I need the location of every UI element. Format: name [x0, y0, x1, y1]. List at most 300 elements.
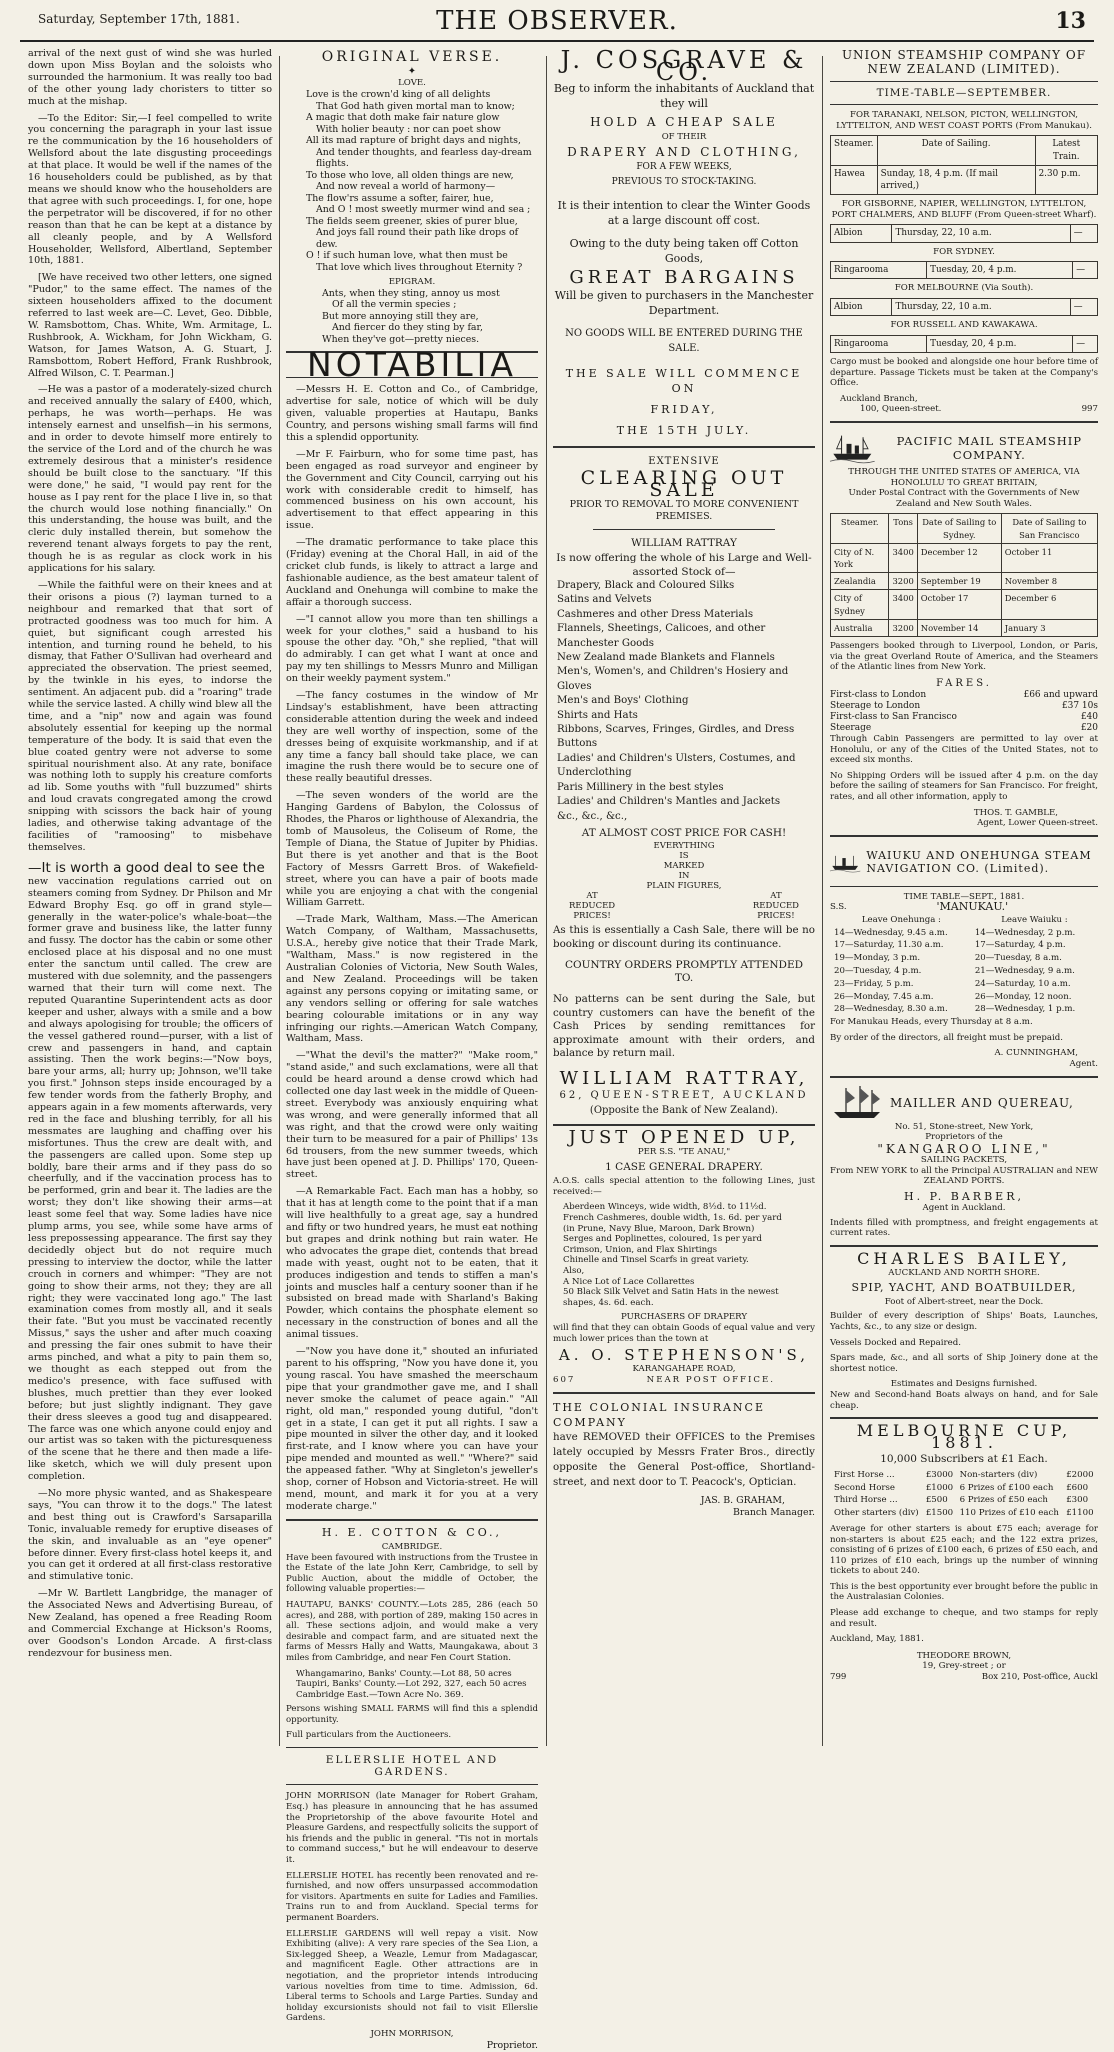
column-2 — [286, 48, 538, 2051]
poem-line: All its mad rapture of bright days and nights, — [306, 135, 521, 146]
verse-section-title: ORIGINAL VERSE. — [321, 49, 503, 65]
melbourne-cup-footer — [830, 1672, 1098, 1683]
colonial-insurance-text: have REMOVED their OFFICES to the Premises lately occupied by Messrs Frater Bros., directly opposite the General Post-office, Shortland-street, and next door to T. Peacock's, Optician. — [553, 1430, 815, 1488]
clearing-text: EVERYTHING — [653, 840, 715, 851]
pacific-note: No Shipping Orders will be issued after 4 p.m. on the day before the sailing of steamers for San Francisco. For freight, rates, and all other information, apply to — [830, 770, 1098, 802]
waiuku-timetable: TIME TABLE—SEPT., 1881. — [903, 891, 1025, 902]
fare-class: First-class to London — [830, 689, 927, 700]
stock-item: Paris Millinery in the best styles — [557, 781, 724, 793]
table-cell: £500 — [925, 1495, 948, 1506]
lot-list — [286, 1669, 538, 1701]
ellerslie-role: Proprietor. — [486, 2039, 538, 2051]
waiuku-note: For Manukau Heads, every Thursday at 8 a.m. — [830, 1017, 1033, 1028]
stephenson-road: KARANGAHAPE ROAD, — [632, 1364, 736, 1375]
clearing-text: Is now offering the whole of his Large and Well-assorted Stock of— — [556, 552, 812, 579]
table-cell: November 14 — [917, 619, 1001, 636]
steamer-icon — [830, 843, 860, 881]
clearing-text: AT ALMOST COST PRICE FOR CASH! — [581, 826, 787, 839]
clearing-text: PRICES! — [757, 910, 795, 921]
union-schedule-table — [830, 261, 1098, 279]
lot-item: Cambridge East.—Town Acre No. 369. — [296, 1689, 464, 1700]
mailler-agent-role: Agent in Auckland. — [922, 1203, 1006, 1213]
stock-item: Satins and Velvets — [557, 594, 652, 606]
table-row — [832, 1483, 1096, 1494]
pacific-schedule-table — [830, 513, 1098, 637]
notabilia-item: —"What the devil's the matter?" "Make room," "stand aside," and such exclamations, were all that could be heard around a dense crowd which had collected one day last week in the middle of Queen-street. Everybody was anxiously enquiring what was wrong, and were generally informed that all was right, and that the crowd were only waiting their turn to be measured for a pair of Phillips' 13s 6d trousers, from the new summer tweeds, which have just been opened at J. D. Phillips' 170, Queen-street. — [286, 1050, 538, 1181]
poem-line: The fields seem greener, skies of purer blue, — [306, 215, 518, 227]
notabilia-item: —Messrs H. E. Cotton and Co., of Cambridge, advertise for sale, notice of which will be duly given, valuable properties at Hautapu, Banks Country, and persons wishing small farms will find this a splendid opportunity. — [286, 384, 538, 443]
ellerslie-title: ELLERSLIE HOTEL AND GARDENS. — [325, 1754, 499, 1779]
bailey-location: Foot of Albert-street, near the Dock. — [884, 1296, 1044, 1307]
stock-item: Shirts and Hats — [557, 709, 638, 721]
kangaroo-line: "KANGAROO LINE," — [877, 1141, 1051, 1156]
bailey-text: Vessels Docked and Repaired. — [830, 1337, 961, 1348]
table-cell: Ringarooma — [831, 335, 927, 352]
poem-line: Love is the crown'd king of all delights — [306, 89, 491, 100]
table-row — [832, 992, 1096, 1003]
table-cell: Thursday, 22, 10 a.m. — [892, 225, 1070, 242]
stephenson-near: NEAR POST OFFICE. — [646, 1374, 775, 1385]
table-cell: Other starters (div) — [834, 1508, 919, 1519]
table-cell: £1500 — [925, 1508, 954, 1519]
table-row — [831, 262, 1098, 279]
cotton-ad-text: Full particulars from the Auctioneers. — [286, 1730, 452, 1741]
table-row — [832, 1004, 1096, 1015]
column-rule — [546, 56, 547, 1746]
column-4 — [830, 48, 1098, 1750]
route-heading: FOR RUSSELL AND KAWAKAWA. — [890, 320, 1038, 331]
pacific-agent-address: Agent, Lower Queen-street. — [977, 818, 1098, 829]
cosgrave-text: THE 15TH JULY. — [616, 423, 752, 437]
mailler-address: No. 51, Stone-street, New York, — [894, 1121, 1034, 1132]
table-row — [831, 573, 1098, 590]
table-cell: £2000 — [1066, 1469, 1094, 1480]
poem-line: And now reveal a world of harmony— — [316, 181, 496, 192]
mailler-text: SAILING PACKETS, — [920, 1155, 1008, 1166]
hautapu-lots: HAUTAPU, BANKS' COUNTY.—Lots 285, 286 (each 50 acres), and 288, with portion of 289, making 150 acres in all. These sections adjoin, and would make a very desirable and compact farm, and are situated next the farms of Messrs Hally and Watts, Maungakawa, about 3 miles from Cambridge, and near Fen Court Station. — [286, 1599, 538, 1663]
union-schedule-table — [830, 335, 1098, 353]
poem-line: And O ! most sweetly murmer wind and sea ; — [316, 204, 531, 215]
table-cell: City of N. York — [831, 543, 889, 572]
cosgrave-text: FOR A FEW WEEKS, — [636, 162, 732, 173]
fare-row — [830, 712, 1098, 723]
bailey-text: Builder of every description of Ships' Boats, Launches, Yachts, &c., to any size or design. — [830, 1311, 1098, 1332]
drapery-item: A Nice Lot of Lace Collarettes — [563, 1276, 695, 1287]
mailler-text: Proprietors of the — [925, 1132, 1003, 1143]
cosgrave-text: It is their intention to clear the Winter Goods at a large discount off cost. — [557, 199, 811, 228]
poem-line: That God hath given mortal man to know; — [316, 100, 515, 112]
poem-love — [286, 89, 538, 273]
drapery-item: shapes, 4s. 6d. each. — [563, 1297, 654, 1308]
table-row — [832, 1470, 1096, 1481]
clearing-text: AT — [770, 890, 782, 901]
poem-line: A magic that doth make fair nature glow — [306, 112, 500, 123]
union-address-row — [830, 404, 1098, 415]
vaccination-headline: —It is worth a good deal to see the — [28, 859, 265, 876]
drapery-item: Crimson, Union, and Flax Shirtings — [563, 1244, 718, 1255]
poem-title: LOVE. — [398, 78, 426, 89]
table-cell: 17—Saturday, 4 p.m. — [974, 940, 1066, 951]
table-cell: 20—Tuesday, 4 p.m. — [834, 966, 922, 977]
cosgrave-text: THE SALE WILL COMMENCE ON — [565, 366, 803, 395]
poem-line: And fiercer do they sting by far, — [332, 322, 483, 334]
route-heading: FOR MELBOURNE (Via South). — [894, 283, 1034, 294]
article-paragraph: —He was a pastor of a moderately-sized church and received annually the salary of £400, which, perhaps, he was worth—perhaps. He was intensely earnest and unselfish—in his sermons, and in order to devote himself more entirely to the service of the Lord and of the church he was extremely desirous that a minister's residence should be built close to the sanctuary. "If this were done," he said, "I would pay rent for the house as I pay rent for the place I live in, so that the church would lose nothing financially." On this understanding, the house was built, and the cleric duly installed therein, but somehow the reverend tenant always forgets to pay the rent, though he is as regular as clock work in his applications for his salary. — [28, 384, 272, 575]
melbourne-cup-title: MELBOURNE CUP, 1881. — [856, 1421, 1072, 1453]
table-cell: Date of Sailing. — [877, 136, 1035, 165]
table-cell: — — [1073, 262, 1098, 279]
table-cell: 28—Wednesday, 1 p.m. — [974, 1004, 1076, 1015]
table-cell: Latest Train. — [1035, 136, 1097, 165]
column-1 — [28, 48, 272, 1750]
drapery-item: Also, — [563, 1266, 585, 1277]
cotton-ad-location: CAMBRIDGE. — [381, 1541, 443, 1552]
table-row — [832, 966, 1096, 977]
union-schedule-table — [830, 298, 1098, 316]
table-cell: January 3 — [1001, 619, 1097, 636]
route-heading: FOR TARANAKI, NELSON, PICTON, WELLINGTON, LYTTELTON, AND WEST COAST PORTS (From Manukau). — [836, 110, 1092, 131]
stephenson-footer — [553, 1375, 815, 1386]
poem-line: O ! if such human love, what then must be — [306, 250, 508, 261]
route-heading: FOR GISBORNE, NAPIER, WELLINGTON, LYTTELTON, PORT CHALMERS, AND BLUFF (From Queen-street Wharf). — [831, 199, 1097, 220]
notabilia-item: —The fancy costumes in the window of Mr Lindsay's establishment, have been attracting considerable attention during the week and indeed they are well worthy of inspection, some of the dresses being of exquisite workmanship, and if at any time a fancy ball should take place, we can imagine the rush there would be to secure one of these really beautiful dresses. — [286, 690, 538, 785]
clearing-text: MARKED — [663, 860, 705, 871]
cosgrave-text: NO GOODS WILL BE ENTERED DURING THE SALE. — [565, 327, 803, 354]
mailler-text: From NEW YORK to all the Principal AUSTRALIAN and NEW ZEALAND PORTS. — [830, 1165, 1099, 1187]
melbourne-cup-text: Average for other starters is about £75 each; average for non-starters is about £25 each; and the 122 extra prizes, consisting of 6 prizes of £100 each, 6 prizes of £50 each, and 110 prizes of £10 each, brings up the number of winning tickets to about 240. — [830, 1523, 1098, 1577]
lot-item: Taupiri, Banks' County.—Lot 292, 327, each 50 acres — [296, 1679, 527, 1690]
table-cell: 19—Monday, 3 p.m. — [834, 953, 921, 964]
stock-list — [553, 579, 815, 824]
poem-line: With holier beauty : nor can poet show — [316, 123, 501, 135]
vaccination-article: new vaccination regulations carried out on steamers coming from Sydney. Dr Philson and Mr Edward Brophy Esq. go off in grand style—generally in the water-police's whale-boat—the former grave and business like, the latter funny and fussy. The doctor has the cabin or some other enclosed place at his disposal and no one must enter the sanctum until called. The crew are mustered with due solemnity, and the passengers warned that their turn will come next. The reputed Quarantine Superintendent acts as door keeper and usher, always with a smile and a bow and always apologising for trouble; the officers of the vessel gathered round—purser, with a list of crew and passengers in hand, and captain assisting. Then the work begins:—"Now boys, bare your arms, all; hurry up; Johnson, we'll take you first." Johnson steps inside encouraged by a few tender words from the fatherly Brophy, and appears again in a few moments afterwards, very red in the face and blushing terribly, for all his messmates are laughing and chaffing over his misfortunes. Thus the crew are dealt with, and the passengers are called upon. Some step up boldly, bare their arms and if they pass do so cheerfully, and if the vaccination process has to be performed, grin and bear it. The ladies are the worst; they don't like showing their arms—at least some feel that way. Some ladies have nice plump arms, you see, while some have arms of less prepossessing appearance. The first say they decidedly object but do not require much pressing to interview the doctor, while the latter crouch in corners and whimper: "They are not going to show their arms, not they; they are all right; they were vaccinated long ago." The last examination comes from mostly all, and it seals their fate. "But you must be vaccinated recently Missus," says the usher and after much coaxing and pressing the fair ones submit to have their arms pinched, and what a pity to pain them so, we thought as each stepped out from the medico's presence, with face suffused with blushes, much prettier than they ever looked before; but just slightly indignant. They gave their dress sleeves a good tug and disappeared. The farce was one which anyone could enjoy and our artist was so taken with the picturesqueness of the scene that he there and then made a life-like sketch, which we will duly present upon completion. — [28, 875, 272, 1483]
table-cell: 2.30 p.m. — [1035, 165, 1097, 194]
cosgrave-headline: DRAPERY AND CLOTHING, — [567, 145, 801, 160]
column-3 — [553, 48, 815, 1750]
union-schedule-table — [830, 135, 1098, 195]
table-cell: £1100 — [1066, 1508, 1094, 1519]
table-row — [831, 619, 1098, 636]
drapery-lines — [553, 1202, 815, 1308]
rattray-address: (Opposite the Bank of New Zealand). — [589, 1105, 779, 1117]
epigram-title: EPIGRAM. — [388, 277, 436, 287]
drapery-item: Serges and Poplinettes, coloured, 1s per yard — [563, 1234, 763, 1245]
table-cell: 21—Wednesday, 9 a.m. — [974, 966, 1075, 977]
reduced-prices — [553, 891, 815, 921]
drapery-item: French Cashmeres, double width, 1s. 6d. per yard — [563, 1213, 782, 1224]
newspaper-title: THE OBSERVER. — [436, 6, 678, 36]
clearing-text: REDUCED — [752, 900, 799, 911]
bailey-trade: SPIP, YACHT, AND BOATBUILDER, — [851, 1280, 1077, 1294]
table-cell: Albion — [831, 298, 892, 315]
great-bargains: GREAT BARGAINS — [569, 267, 799, 289]
waiuku-agent-role: Agent. — [1069, 1059, 1098, 1070]
pacific-mail-header — [830, 429, 1098, 467]
poem-line: Ants, when they sting, annoy us most — [322, 287, 500, 299]
fare-class: First-class to San Francisco — [830, 711, 957, 722]
stock-item: Flannels, Sheetings, Calicoes, and other Manchester Goods — [557, 623, 766, 649]
stock-item: New Zealand made Blankets and Flannels — [557, 652, 775, 664]
table-cell: — — [1070, 225, 1097, 242]
stock-item: Ladies' and Children's Ulsters, Costumes, and Underclothing — [557, 752, 796, 779]
table-cell: Hawea — [831, 165, 878, 194]
poem-line: The flow'rs assume a softer, fairer, hue, — [306, 192, 494, 204]
table-cell: £3000 — [925, 1469, 954, 1480]
ellerslie-text: ELLERSLIE GARDENS will well repay a visit. Now Exhibiting (alive): A very rare species of the Sea Lion, a Six-legged Sheep, a Weazle, Lemur from Madagascar, and magnificent Eagle. Other attractions are in negotiation, and the proprietor intends introducing various novelties from time to time. Admission, 6d. Liberal terms to Schools and Large Parties. Sunday and holiday excursionists should not fail to visit Ellerslie Gardens. — [286, 1928, 538, 2024]
ellerslie-signature: JOHN MORRISON, — [370, 2028, 454, 2039]
table-cell: 20—Tuesday, 8 a.m. — [974, 953, 1062, 964]
table-cell: First Horse ... — [834, 1469, 895, 1480]
fare-row — [830, 690, 1098, 701]
fare-price: £37 10s — [1061, 700, 1098, 711]
notabilia-item: —The dramatic performance to take place this (Friday) evening at the Choral Hall, in aid of the cricket club funds, is likely to attract a large and fashionable audience, as the best amateur talent of Auckland and Onehunga will combine to make the affair a thorough success. — [286, 537, 538, 608]
fare-class: Steerage — [830, 722, 872, 733]
notabilia-heading: NOTABILIA — [307, 345, 517, 385]
clearing-sale-title: CLEARING OUT SALE — [580, 466, 788, 501]
route-heading: FOR SYDNEY. — [933, 246, 995, 257]
pacific-note: Passengers booked through to Liverpool, London, or Paris, via the great Overland Route of America, and the Steamers of the Atlantic lines from New York. — [830, 640, 1098, 673]
table-row — [831, 165, 1098, 194]
pacific-mail-title: PACIFIC MAIL STEAMSHIP COMPANY. — [896, 433, 1083, 462]
stock-item: Men's and Boys' Clothing — [557, 695, 689, 707]
ad-number: 997 — [1081, 404, 1098, 415]
table-cell: Non-starters (div) — [959, 1469, 1038, 1480]
prize-table — [830, 1468, 1098, 1521]
table-cell: November 8 — [1001, 573, 1097, 590]
fares-list — [830, 690, 1098, 734]
cosgrave-text: Beg to inform the inhabitants of Auckland that they will — [553, 82, 815, 111]
table-cell: 14—Wednesday, 2 p.m. — [974, 927, 1076, 938]
rattray-signature: WILLIAM RATTRAY, — [559, 1068, 809, 1090]
article-paragraph: arrival of the next gust of wind she was hurled down upon Miss Boylan and the soloists who surrounded the harmonium. It was really too bad of the other young lady choristers to titter so much at the mishap. — [28, 48, 272, 107]
cosgrave-text: Will be given to purchasers in the Manchester Department. — [554, 288, 814, 317]
table-cell: 26—Monday, 7.45 a.m. — [834, 991, 934, 1002]
page-number: 13 — [1055, 8, 1086, 34]
table-cell: City of Sydney — [831, 590, 889, 619]
table-cell: Third Horse ... — [834, 1495, 898, 1506]
melbourne-cup-signature: THEODORE BROWN, — [916, 1650, 1012, 1661]
clearing-text: EXTENSIVE — [648, 455, 720, 467]
column-header: Leave Onehunga : — [861, 914, 941, 925]
cotton-ad-text: Persons wishing SMALL FARMS will find this a splendid opportunity. — [286, 1704, 538, 1725]
clearing-text: AT — [586, 890, 598, 901]
column-rule — [279, 56, 280, 1746]
poem-line: Of all the vermin species ; — [332, 299, 457, 311]
article-paragraph: —No more physic wanted, and as Shakespeare says, "You can throw it to the dogs." The latest and best thing out is Crawford's Sarsaparilla Tonic, invaluable remedy for eruptive diseases of the skin, and invaluable as an "eye opener" before dinner. Every first-class hotel keeps it, and you can get it ordered at all first-class restorative and stimulative tonic. — [28, 1488, 272, 1583]
melbourne-cup-text: This is the best opportunity ever brought before the public in the Australasian Colonies. — [830, 1581, 1098, 1603]
just-opened-text: 1 CASE GENERAL DRAPERY. — [605, 1161, 763, 1174]
ad-number: 799 — [830, 1672, 847, 1683]
table-cell: 110 Prizes of £10 each — [959, 1508, 1059, 1519]
union-steamship-title: UNION STEAMSHIP COMPANY OF NEW ZEALAND (LIMITED). — [841, 48, 1087, 76]
table-row — [831, 543, 1098, 572]
table-cell: Australia — [831, 619, 889, 636]
just-opened-text: PURCHASERS OF DRAPERY — [620, 1312, 748, 1323]
everything-marked — [553, 841, 815, 891]
notabilia-item: —"I cannot allow you more than ten shillings a week for your clothes," said a husband to his spouse the other day. "Oh," she replied, "that will do admirably. I can get what I want at once and pay my ten shillings to Messrs Munro and Milligan on their weekly payment system." — [286, 613, 538, 685]
poem-line: But more annoying still they are, — [322, 310, 479, 322]
clearing-text: No patterns can be sent during the Sale, but country customers can have the benefit of the Cash Prices by sending remittances for approximate amount with their orders, and balance by return mail. — [553, 993, 815, 1060]
poem-line: And tender thoughts, and fearless day-dream flights. — [316, 146, 532, 169]
table-row — [831, 335, 1098, 352]
stock-item: Ribbons, Scarves, Fringes, Girdles, and Dress Buttons — [557, 724, 795, 750]
table-cell: 26—Monday, 12 noon. — [974, 991, 1072, 1002]
bailey-title: CHARLES BAILEY, — [857, 1248, 1071, 1268]
table-cell: Steamer. — [831, 514, 889, 543]
clearing-text: COUNTRY ORDERS PROMPTLY ATTENDED TO. — [564, 959, 804, 985]
clearing-text: PRICES! — [573, 910, 611, 921]
waiuku-title: WAIUKU AND ONEHUNGA STEAM NAVIGATION CO. (Limited). — [866, 848, 1092, 875]
melbourne-cup-date: Auckland, May, 1881. — [830, 1634, 924, 1645]
rattray-address: 62, QUEEN-STREET, AUCKLAND — [559, 1090, 809, 1102]
table-cell: Tons — [889, 514, 917, 543]
cosgrave-text: Owing to the duty being taken off Cotton Goods, — [569, 237, 799, 266]
table-cell: 3400 — [889, 543, 917, 572]
ad-number: 607 — [553, 1374, 576, 1385]
table-row — [831, 298, 1098, 315]
insurance-signature: JAS. B. GRAHAM, — [700, 1494, 785, 1506]
mailler-text: Indents filled with promptness, and freight engagements at current rates. — [830, 1217, 1098, 1239]
table-cell: December 12 — [917, 543, 1001, 572]
fares-heading: FARES. — [936, 677, 992, 689]
clearing-text: PLAIN FIGURES, — [646, 880, 722, 891]
table-cell: — — [1073, 335, 1098, 352]
waiuku-ship-name: 'MANUKAU.' — [936, 900, 1009, 914]
table-cell: Date of Sailing to San Francisco — [1001, 514, 1097, 543]
table-cell: Zealandia — [831, 573, 889, 590]
poem-line: To those who love, all olden things are new, — [306, 169, 514, 181]
letter-to-editor: —To the Editor: Sir,—I feel compelled to write you concerning the paragraph in your last issue re the communication by the 16 householders of Wellsford about the late disgusting proceedings at that place. It would be well if the names of the 16 householders could be published, as by that means we should know who the householders are that agree with such proceedings. I, for one, hope the perpetrator will be discovered, if for no other reason than that he can be kept at a distance by all cleanly people, and by A Wellsford Householder, Wellsford, Albertland, September 10th, 1881. — [28, 112, 272, 267]
poem-line: And joys fall round their path like drops of dew. — [316, 227, 519, 250]
stock-item: Cashmeres and other Dress Materials — [557, 608, 754, 620]
stock-item: Drapery, Black and Coloured Silks — [557, 580, 735, 592]
table-cell: 3400 — [889, 590, 917, 619]
melbourne-cup-address: 19, Grey-street ; or — [922, 1661, 1006, 1672]
steamship-icon — [830, 429, 875, 467]
table-cell: £600 — [1066, 1482, 1089, 1493]
drapery-item: 50 Black Silk Velvet and Satin Hats in the newest — [563, 1287, 779, 1298]
mailler-title: MAILLER AND QUEREAU, — [890, 1095, 1074, 1110]
just-opened-text: will find that they can obtain Goods of equal value and very much lower prices than the town at — [553, 1323, 815, 1344]
fare-row — [830, 701, 1098, 712]
table-cell: 23—Friday, 5 p.m. — [834, 978, 914, 989]
pacific-route: THROUGH THE UNITED STATES OF AMERICA, VIA HONOLULU TO GREAT BRITAIN, — [848, 466, 1080, 488]
table-cell: 6 Prizes of £100 each — [959, 1482, 1054, 1493]
table-row — [832, 940, 1096, 951]
stock-item: Men's, Women's, and Children's Hosiery and Gloves — [557, 666, 789, 692]
table-cell: December 6 — [1001, 590, 1097, 619]
union-address: 100, Queen-street. — [860, 404, 942, 415]
bailey-subtitle: AUCKLAND AND NORTH SHORE. — [888, 1267, 1040, 1278]
article-paragraph: —Mr W. Bartlett Langbridge, the manager of the Associated News and Advertising Bureau, of New Zealand, has opened a free Reading Room and Commercial Exchange at Hickson's Rooms, over Goodson's London Arcade. A first-class rendezvour for business men. — [28, 1588, 272, 1659]
cosgrave-headline: HOLD A CHEAP SALE — [590, 115, 778, 130]
cosgrave-text: PREVIOUS TO STOCK-TAKING. — [611, 177, 757, 188]
table-row — [832, 953, 1096, 964]
union-note: Cargo must be booked and alongside one hour before time of departure. Passage Tickets must be taken at the Company's Office. — [830, 356, 1098, 389]
masthead — [20, 6, 1094, 42]
insurance-role: Branch Manager. — [732, 1506, 815, 1518]
ornament: ✦ — [407, 66, 417, 78]
melbourne-cup-subtitle: 10,000 Subscribers at £1 Each. — [880, 1452, 1048, 1465]
bailey-text: Spars made, &c., and all sorts of Ship Joinery done at the shortest notice. — [830, 1353, 1098, 1374]
table-row — [832, 979, 1096, 990]
sailing-ship-icon — [830, 1084, 884, 1122]
table-cell: Sunday, 18, 4 p.m. (If mail arrived,) — [877, 165, 1035, 194]
pacific-agent: THOS. T. GAMBLE, — [973, 807, 1058, 818]
table-row — [832, 1508, 1096, 1519]
notabilia-item: —The seven wonders of the world are the Hanging Gardens of Babylon, the Colossus of Rhodes, the Pharos or lighthouse of Alexandria, the tomb of Mausoleus, the Coliseum of Rome, the Temple of Diana, the Statue of Jupiter by Phidias. But there is yet another and that is the Boot Factory of Messrs Garrett Bros. of Wakefield-street, where you can have a pair of boots made while you are enjoying a chat with the congenial William Garrett. — [286, 790, 538, 909]
table-cell: 28—Wednesday, 8.30 a.m. — [834, 1004, 948, 1015]
mailler-agent: H. P. BARBER, — [904, 1189, 1024, 1203]
table-cell: Tuesday, 20, 4 p.m. — [927, 335, 1073, 352]
issue-date: Saturday, September 17th, 1881. — [38, 12, 240, 26]
stephenson-name: A. O. STEPHENSON'S, — [558, 1346, 810, 1365]
table-cell: Ringarooma — [831, 262, 927, 279]
table-row — [832, 928, 1096, 939]
table-header-row — [832, 915, 1096, 926]
notabilia-item: —Mr F. Fairburn, who for some time past, has been engaged as road surveyor and engineer by the Government and City Council, carrying out his work with considerable credit to himself, has commenced business on his own account, his advertisement to that effect appearing in this issue. — [286, 448, 538, 532]
cosgrave-text: FRIDAY, — [650, 402, 718, 416]
clearing-text: IN — [678, 870, 690, 881]
pacific-note: Through Cabin Passengers are permitted to lay over at Honolulu, or any of the Cities of the United States, not to exceed six months. — [830, 733, 1098, 766]
clearing-text: IS — [679, 850, 689, 861]
pacific-contract: Under Postal Contract with the Governments of New Zealand and New South Wales. — [848, 488, 1080, 509]
clearing-text: REDUCED — [569, 900, 616, 911]
waiuku-ship-row — [830, 902, 1098, 913]
drapery-item: Chinelle and Tinsel Scarfs in great variety. — [563, 1255, 749, 1266]
poem-line: That love which lives throughout Eternity ? — [316, 261, 523, 273]
melbourne-cup-address: Box 210, Post-office, Auckl — [981, 1672, 1098, 1683]
melbourne-cup-text: Please add exchange to cheque, and two stamps for reply and result. — [830, 1608, 1098, 1629]
editor-note: [We have received two other letters, one signed "Pudor," to the same effect. The names of the sixteen householders affixed to the document referred to last week are—C. Levet, Geo. Dibble, W. Ramsbottom, Chas. White, Wm. Armitage, L. Rushbrook, A. Wickham, for John Wickham, G. Watson, for James Watson, A. G. Stuart, J. Ramsbottom, Robert Hefford, Frank Rushbrook, Alfred Wilson, C. T. Pearman.] — [28, 272, 272, 379]
just-opened-text: A.O.S. calls special attention to the following Lines, just received:— — [553, 1176, 815, 1197]
table-cell: Thursday, 22, 10 a.m. — [892, 298, 1070, 315]
table-row — [831, 590, 1098, 619]
waiuku-agent: A. CUNNINGHAM, — [994, 1048, 1078, 1059]
notabilia-item: —A Remarkable Fact. Each man has a hobby, so that it has at length come to the point that if a man will live healthfully to a great age, say a hundred and fifty or two hundred years, he must eat nothing but grapes and drink nothing but rain water. He who advocates the grape diet, contends that bread made with yeast, ought not to be eaten, that it produces indigestion and tends to stiffen a man's joints and muscles half a century sooner than if he subsisted on bread made with Sharland's Baking Powder, which contains the phosphate element so necessary in the construction of bones and all the animal tissues. — [286, 1186, 538, 1341]
cosgrave-text: OF THEIR — [661, 132, 707, 143]
article-paragraph: —While the faithful were on their knees and at their orisons a pious (?) layman turned to a neighbour and remarked that that sort of protracted goodness was too much for him. A quiet, but significant cough arrested his intention, and turning round he beheld, to his dismay, that Father O'Sullivan had overheard and appreciated the observation. The priest seemed, by the twinkle in his eyes, to indorse the sentiment. An adjacent pub. did a "roaring" trade while the service lasted. A chilly wind blew all the time, and a "nip" now and again was found absolutely essential for keeping up the normal temperature of the body. It is said that even the blue coated gentry were not adverse to some spiritual nourishment also. At any rate, boniface was nothing loth to supply his creature comforts ad lib. Some youths with "full buzzumed" shirts and loud cravats congregated among the crowd snipping with scissors the back hair of young ladies, and otherwise taking advantage of the facilities of "ramoosing" to misbehave themselves. — [28, 579, 272, 853]
fare-class: Steerage to London — [830, 700, 921, 711]
union-schedule-table — [830, 224, 1098, 242]
bailey-text: Estimates and Designs furnished. — [890, 1379, 1038, 1390]
table-cell: £1000 — [925, 1482, 954, 1493]
waiuku-note: By order of the directors, all freight must be prepaid. — [830, 1032, 1063, 1043]
table-cell: 24—Saturday, 10 a.m. — [974, 978, 1071, 989]
waiuku-ss: S.S. — [830, 902, 847, 913]
notabilia-item: —"Now you have done it," shouted an infuriated parent to his offspring, "Now you have done it, you young rascal. You have smashed the meerschaum pipe that your grandmother gave me, and I shall never smoke the calumet of peace again." "All right, old man," responded young dutiful, "don't get in a state, I can get it put all rights. I saw a pipe mounted in silver the other day, and it looked first-rate, and I know where you can have your pipe mended and mounted as well." "Where?" said the appeased father. "Why at Singleton's jeweller's shop, corner of Hobson and Victoria-street. He will mend, mount, and mark it for you at a very moderate charge." — [286, 1346, 538, 1512]
ellerslie-text: JOHN MORRISON (late Manager for Robert Graham, Esq.) has pleasure in announcing that he has assumed the Proprietorship of the above favourite Hotel and Pleasure Gardens, and respectfully solicits the support of his friends and the public in general. "Tis not in mortals to command success," but he will endeavour to deserve it. — [286, 1791, 538, 1866]
waiuku-timetable-table — [830, 913, 1098, 1017]
table-row — [831, 225, 1098, 242]
table-cell: Second Horse — [834, 1482, 895, 1493]
table-cell: 6 Prizes of £50 each — [959, 1495, 1048, 1506]
fare-price: £40 — [1080, 711, 1098, 722]
bailey-text: New and Second-hand Boats always on hand, and for Sale cheap. — [830, 1389, 1098, 1411]
table-row — [832, 1495, 1096, 1506]
just-opened-text: PER S.S. "TE ANAU," — [637, 1147, 731, 1158]
just-opened-title: JUST OPENED UP, — [568, 1127, 800, 1149]
fare-row — [830, 723, 1098, 734]
fare-price: £66 and upward — [1023, 689, 1098, 700]
stock-item: &c., &c., &c., — [557, 810, 628, 822]
cotton-ad-text: Have been favoured with instructions from the Trustee in the Estate of the late John Kerr, Cambridge, to sell by Public Auction, about the middle of October, the following valuable properties:— — [286, 1552, 538, 1595]
table-cell: £300 — [1066, 1495, 1089, 1506]
table-cell: Steamer. — [831, 136, 878, 165]
union-branch: Auckland Branch, — [840, 393, 918, 404]
colonial-insurance-title: THE COLONIAL INSURANCE COMPANY — [553, 1400, 766, 1429]
table-cell: Date of Sailing to Sydney. — [917, 514, 1001, 543]
